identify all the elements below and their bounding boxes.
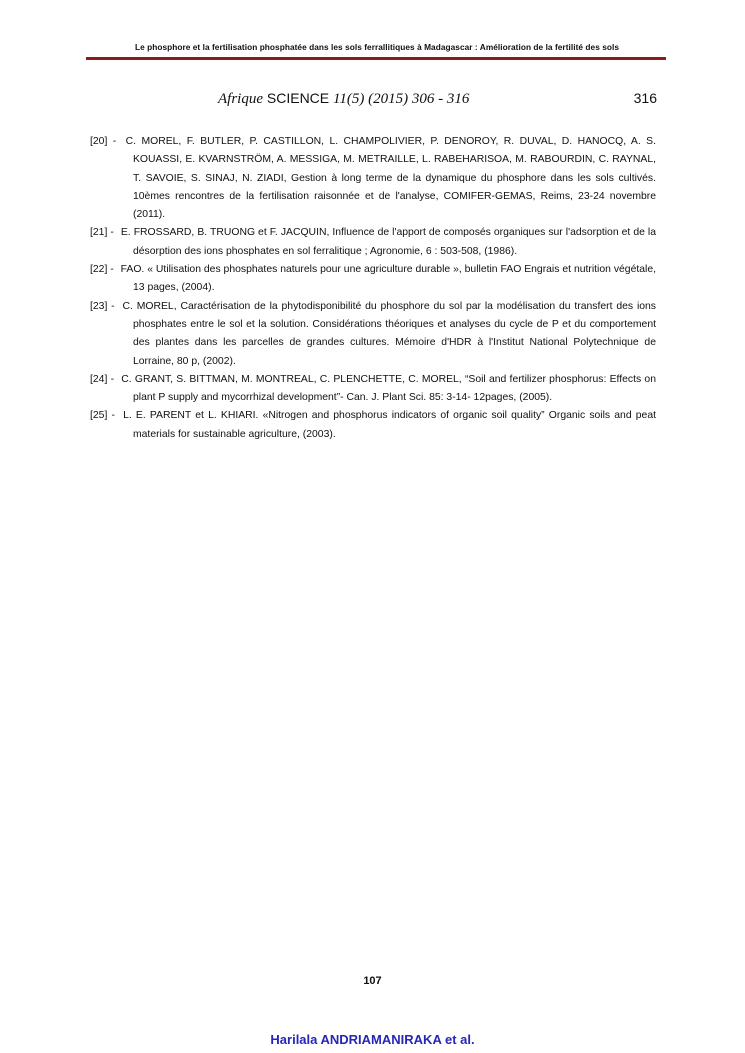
reference-23 <box>90 298 656 371</box>
reference-text: FAO. « Utilisation des phosphates naturels pour une agriculture durable », bulletin FAO Engrais et nutrition végétale, 13 pages, (2004). <box>120 264 656 294</box>
reference-tag: [22] - <box>90 264 114 276</box>
reference-20 <box>90 133 656 224</box>
reference-text: E. FROSSARD, B. TRUONG et F. JACQUIN, Influence de l'apport de composés organiques sur l'adsorption et de la désorption des ions phosphates en sol ferralitique ; Agronomie, 6 : 503-508, (1986). <box>120 227 656 257</box>
reference-tag: [25] - <box>90 410 115 422</box>
reference-text: C. GRANT, S. BITTMAN, M. MONTREAL, C. PLENCHETTE, C. MOREL, “Soil and fertilizer phosphorus: Effects on plant P supply and mycorrhizal development”- Can. J. Plant Sci. 85: 3-14- 12pages, (2005). <box>121 373 656 404</box>
reference-tag: [23] - <box>90 300 115 312</box>
journal-science: SCIENCE <box>266 90 330 106</box>
reference-text: C. MOREL, Caractérisation de la phytodisponibilité du phosphore du sol par la modélisation du transfert des ions phosphates entre le sol et la solution. Considérations théoriques et analyses du cycle de P et du comportement des plantes dans les parcelles de grandes cultures. Mémoire d'HDR à l'Institut National Polytechnique de Lorraine, 80 p, (2002). <box>122 300 657 367</box>
reference-22 <box>90 261 656 298</box>
reference-21 <box>90 224 656 261</box>
reference-list <box>90 133 656 444</box>
header-rule <box>86 57 666 60</box>
journal-page-number: 316 <box>633 90 657 106</box>
journal-citation <box>218 90 469 108</box>
running-title: Le phosphore et la fertilisation phosphatée dans les sols ferrallitiques à Madagascar : Amélioration de la fertilité des sols <box>134 42 620 52</box>
reference-text: L. E. PARENT et L. KHIARI. «Nitrogen and phosphorus indicators of organic soil quality” Organic soils and peat materials for sustainable agriculture, (2003). <box>123 410 656 440</box>
reference-25 <box>90 407 656 444</box>
journal-name: Afrique <box>218 91 263 107</box>
reference-text: C. MOREL, F. BUTLER, P. CASTILLON, L. CHAMPOLIVIER, P. DENOROY, R. DUVAL, D. HANOCQ, A. S. KOUASSI, E. KVARNSTRÖM, A. MESSIGA, M. METRAILLE, L. RABEHARISOA, M. RABOURDIN, C. RAYNAL, T. SAVOIE, S. SINAJ, N. ZIADI, Gestion à long terme de la dynamique du phosphore dans les sols cultivés. 10èmes rencontres de la fertilisation raisonnée et de l'analyse, COMIFER-GEMAS, Reims, 23-24 novembre (2011). <box>125 136 656 221</box>
page-number: 107 <box>363 975 382 987</box>
reference-tag: [24] - <box>90 373 115 385</box>
footer-author: Harilala ANDRIAMANIRAKA et al. <box>270 1032 475 1047</box>
reference-tag: [20] - <box>90 136 117 147</box>
reference-24 <box>90 371 656 408</box>
journal-volume: 11(5) (2015) 306 - 316 <box>333 91 470 107</box>
reference-tag: [21] - <box>90 227 114 239</box>
